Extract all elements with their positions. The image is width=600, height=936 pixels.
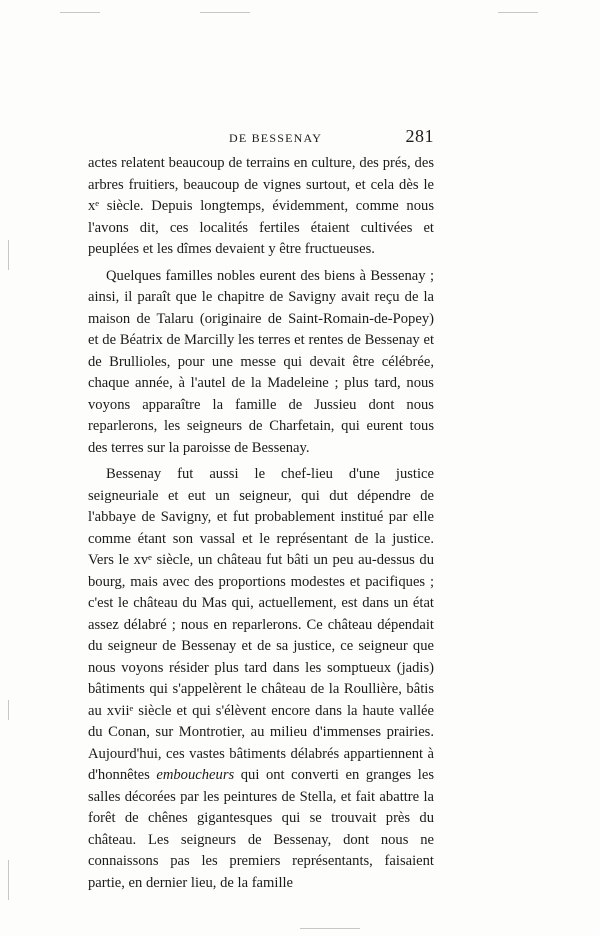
scan-edge-left <box>8 860 9 900</box>
scan-edge-left <box>8 240 9 270</box>
paragraph-text: Bessenay fut aussi le chef-lieu d'une justice seigneuriale et eut un seigneur, qui dut dépendre de l'abbaye de Savigny, et fut probablement institué par elle comme étant son vassal et le représentant de la justice. Vers le xvᵉ siècle, un château fut bâti un peu au-dessus du bourg, mais avec des proportions modestes et pacifiques ; c'est le château du Mas qui, actuellement, est dans un état assez délabré ; nous en reparlerons. Ce château dépendait du seigneur de Bessenay et de sa justice, ce seigneur que nous voyons résider plus tard dans les somptueux (jadis) bâtiments qui s'appelèrent le château de la Roullière, bâtis au xviiᵉ siècle et qui s'élèvent encore dans la haute vallée du Conan, sur Montrotier, au milieu d'immenses prairies. Aujourd'hui, ces vastes bâtiments délabrés appartiennent à d'honnêtes <box>88 466 434 783</box>
paragraph <box>88 464 434 894</box>
italic-term: emboucheurs <box>156 767 235 783</box>
scan-edge-top <box>498 12 538 13</box>
scan-edge-top <box>200 12 250 13</box>
paragraph-text: qui ont converti en granges les salles décorées par les peintures de Stella, et fait abattre la forêt de chênes gigantesques qui se trouvait près du château. Les seigneurs de Bessenay, dont nous ne connaissons pas les premiers représentants, faisaient partie, en dernier lieu, de la famille <box>88 767 434 891</box>
paragraph: Quelques familles nobles eurent des biens à Bessenay ; ainsi, il paraît que le chapitre de Savigny avait reçu de la maison de Talaru (originaire de Saint-Romain-de-Popey) et de Béatrix de Marcilly les terres et rentes de Bessenay et de Brullioles, pour une messe qui devait être célébrée, chaque année, à l'autel de la Madeleine ; plus tard, nous voyons apparaître la famille de Jussieu dont nous reparlerons, les seigneurs de Charfetain, qui eurent tous des terres sur la paroisse de Bessenay. <box>88 267 434 456</box>
page-header <box>88 126 434 149</box>
body-text <box>88 153 434 894</box>
page-number: 281 <box>405 126 434 146</box>
scan-edge-left <box>8 700 9 720</box>
scan-edge-bottom <box>300 928 360 929</box>
running-head: DE BESSENAY <box>229 131 323 145</box>
scan-edge-top <box>60 12 100 13</box>
paragraph: actes relatent beaucoup de terrains en culture, des prés, des arbres fruitiers, beaucoup de vignes surtout, et cela dès le xᵉ siècle. Depuis longtemps, évidemment, comme nous l'avons dit, ces localités fertiles étaient cultivées et peuplées et les dîmes devaient y être fructueuses. <box>88 155 434 257</box>
